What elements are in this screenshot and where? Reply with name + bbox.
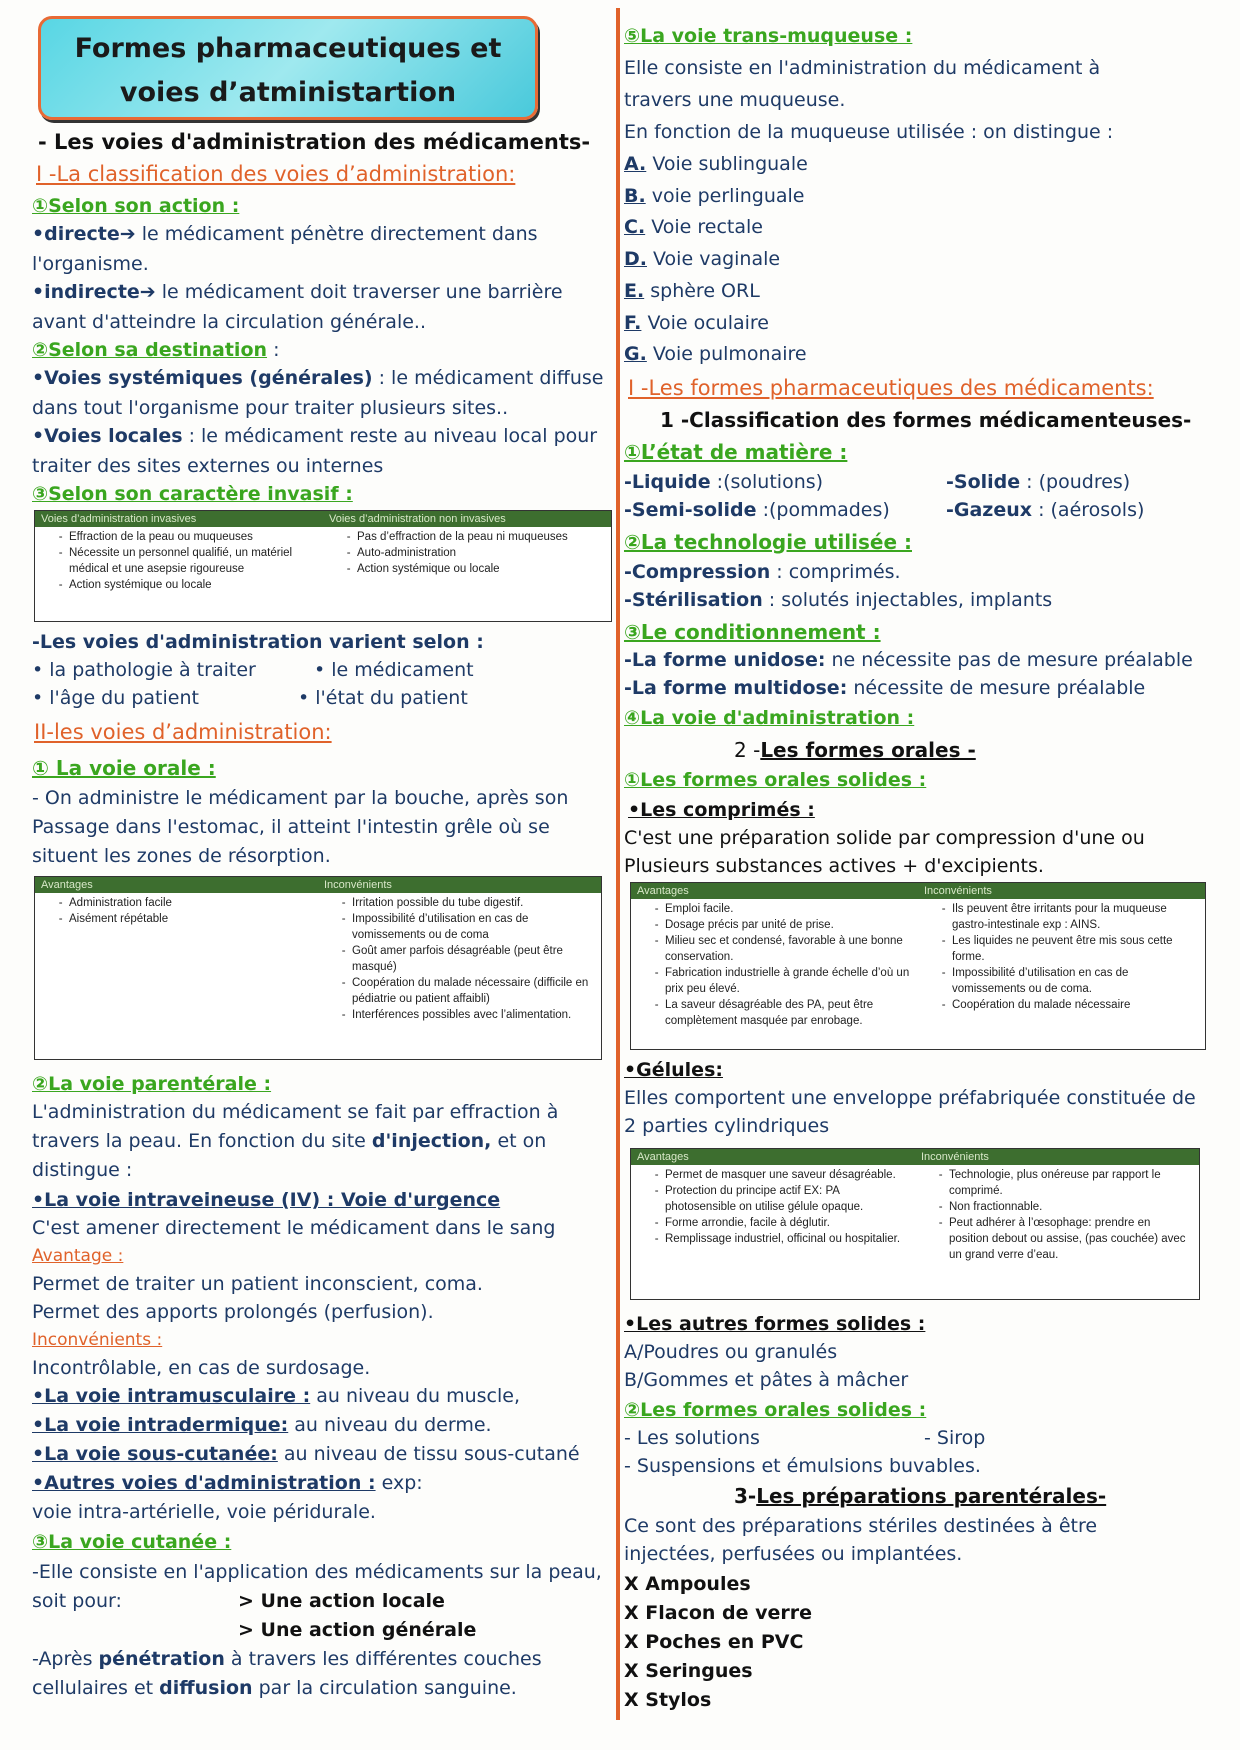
- avantage-item: Permet des apports prolongés (perfusion).: [32, 1301, 434, 1323]
- inconvenients-label: Inconvénients :: [32, 1330, 163, 1350]
- cutanee-text: -Après pénétration à travers les différentes couches: [32, 1648, 542, 1670]
- varient-item: • l'âge du patient: [32, 687, 199, 709]
- liquides-item: - Les solutions: [624, 1427, 760, 1449]
- gelules-heading: •Gélules:: [624, 1059, 723, 1081]
- table-cell: - Permet de masquer une saveur désagréable.: [665, 1167, 909, 1183]
- conditionnement-heading: ③Le conditionnement :: [624, 620, 881, 644]
- formes-orales-heading: 2 -Les formes orales -: [734, 738, 976, 762]
- preparation-item: X Ampoules: [624, 1573, 751, 1595]
- orale-text: situent les zones de résorption.: [32, 845, 331, 867]
- technologie-item: -Stérilisation : solutés injectables, implants: [624, 589, 1053, 611]
- table-cell: - Action systémique ou locale: [357, 561, 605, 577]
- voie-item: G. Voie pulmonaire: [624, 343, 807, 365]
- avantage-item: Permet de traiter un patient inconscient, coma.: [32, 1273, 483, 1295]
- table-cell: - Les liquides ne peuvent être mis sous cette forme.: [952, 933, 1199, 965]
- cutanee-text: cellulaires et diffusion par la circulation sanguine.: [32, 1677, 517, 1699]
- voie-item: C. Voie rectale: [624, 216, 763, 238]
- preparation-item: X Seringues: [624, 1660, 753, 1682]
- orales-liquides-heading: ②Les formes orales solides :: [624, 1399, 927, 1421]
- comprimes-text: C'est une préparation solide par compression d'une ou: [624, 827, 1145, 849]
- table-header: Inconvénients: [918, 883, 1206, 900]
- table-header: Inconvénients: [318, 877, 602, 894]
- orale-text: - On administre le médicament par la bouche, après son: [32, 787, 569, 809]
- indirecte-line-2: avant d'atteindre la circulation générale..: [32, 311, 426, 333]
- preparations-text: Ce sont des préparations stériles destinées à être: [624, 1515, 1098, 1537]
- voie-item: A. Voie sublinguale: [624, 153, 808, 175]
- gelules-text: Elles comportent une enveloppe préfabriquée constituée de: [624, 1087, 1196, 1109]
- cutanee-action: > Une action générale: [238, 1619, 477, 1641]
- title-line-1: Formes pharmaceutiques et: [74, 33, 502, 64]
- section-1-heading: I -La classification des voies d’administration:: [36, 162, 516, 186]
- cutanee-text: -Elle consiste en l'application des médicaments sur la peau,: [32, 1561, 602, 1583]
- parenterale-text: travers la peau. En fonction du site d'injection, et on: [32, 1130, 547, 1152]
- table-cell: - Fabrication industrielle à grande échelle d’où un prix peu élevé.: [665, 965, 912, 997]
- table-cell: - Aisément répétable: [69, 911, 312, 927]
- comprimes-table: [630, 882, 1206, 1050]
- voie-cutanee-heading: ③La voie cutanée :: [32, 1531, 232, 1553]
- varient-heading: -Les voies d'administration varient selon :: [32, 631, 484, 653]
- indirecte-line: •indirecte➔ le médicament doit traverser une barrière: [32, 281, 563, 303]
- matiere-item: -Semi-solide :(pommades): [624, 499, 890, 521]
- matiere-item: -Liquide :(solutions): [624, 471, 824, 493]
- table-cell: - Pas d’effraction de la peau ni muqueuses: [357, 529, 605, 545]
- table-cell: - Action systémique ou locale: [69, 577, 317, 593]
- table-cell: - Impossibilité d’utilisation en cas de vomissements ou de coma.: [952, 965, 1199, 997]
- classification-heading: 1 -Classification des formes médicamenteuses-: [660, 408, 1192, 432]
- voie-item: D. Voie vaginale: [624, 248, 781, 270]
- table-cell: - Non fractionnable.: [949, 1199, 1193, 1215]
- autres-formes-heading: •Les autres formes solides :: [624, 1313, 926, 1335]
- table-cell: - Interférences possibles avec l’alimentation.: [352, 1007, 595, 1023]
- trans-text: En fonction de la muqueuse utilisée : on distingue :: [624, 121, 1114, 143]
- preparation-item: X Stylos: [624, 1689, 712, 1711]
- varient-item: • le médicament: [314, 659, 474, 681]
- title-line-2: voies d’atministartion: [119, 77, 457, 108]
- voie-item: E. sphère ORL: [624, 280, 760, 302]
- preparations-text: injectées, perfusées ou implantées.: [624, 1543, 963, 1565]
- avantage-label: Avantage :: [32, 1246, 124, 1266]
- table-cell: - Impossibilité d’utilisation en cas de vomissements ou de coma: [352, 911, 595, 943]
- technologie-item: -Compression : comprimés.: [624, 561, 901, 583]
- comprimes-text: Plusieurs substances actives + d'excipients.: [624, 855, 1044, 877]
- table-cell: - Milieu sec et condensé, favorable à une bonne conservation.: [665, 933, 912, 965]
- trans-text: travers une muqueuse.: [624, 89, 846, 111]
- comprimes-heading: •Les comprimés :: [628, 799, 815, 821]
- table-header: Avantages: [631, 1149, 916, 1166]
- table-cell: - Irritation possible du tube digestif.: [352, 895, 595, 911]
- autres-voies-line: •Autres voies d'administration : exp:: [32, 1472, 423, 1494]
- voie-parenterale-heading: ②La voie parentérale :: [32, 1073, 272, 1095]
- directe-line-2: l'organisme.: [32, 253, 149, 275]
- table-header: Avantages: [631, 883, 919, 900]
- table-cell: - Coopération du malade nécessaire: [952, 997, 1199, 1013]
- conditionnement-item: -La forme unidose: ne nécessite pas de mesure préalable: [624, 649, 1193, 671]
- invasive-table: [34, 510, 612, 622]
- cutanee-text: soit pour:: [32, 1590, 122, 1612]
- im-line: •La voie intramusculaire : au niveau du muscle,: [32, 1385, 520, 1407]
- id-line: •La voie intradermique: au niveau du derme.: [32, 1414, 492, 1436]
- table-cell: - Technologie, plus onéreuse par rapport le comprimé.: [949, 1167, 1193, 1199]
- varient-item: • l'état du patient: [298, 687, 468, 709]
- table-header: Voies d’administration invasives: [35, 511, 324, 528]
- table-cell: - Nécessite un personnel qualifié, un matériel médical et une asepsie rigoureuse: [69, 545, 317, 577]
- cutanee-action: > Une action locale: [238, 1590, 445, 1612]
- directe-line: •directe➔ le médicament pénètre directement dans: [32, 223, 538, 245]
- voie-item: F. Voie oculaire: [624, 312, 769, 334]
- table-header: Inconvénients: [915, 1149, 1200, 1166]
- title-box: [38, 16, 538, 120]
- iv-heading: •La voie intraveineuse (IV) : Voie d'urgence: [32, 1189, 501, 1211]
- matiere-item: -Solide : (poudres): [946, 471, 1131, 493]
- table-cell: - Administration facile: [69, 895, 312, 911]
- section-2-heading: II-les voies d’administration:: [34, 720, 332, 744]
- column-divider: [616, 8, 620, 1720]
- etat-matiere-heading: ①L’état de matière :: [624, 440, 848, 464]
- gelules-text: 2 parties cylindriques: [624, 1115, 830, 1137]
- selon-action-heading: ①Selon son action :: [32, 195, 240, 217]
- liquides-item: - Sirop: [924, 1427, 986, 1449]
- table-cell: - Emploi facile.: [665, 901, 912, 917]
- locales-line: •Voies locales : le médicament reste au niveau local pour: [32, 425, 598, 447]
- trans-muqueuse-heading: ⑤La voie trans-muqueuse :: [624, 25, 913, 47]
- voie-orale-heading: ① La voie orale :: [32, 756, 216, 780]
- liquides-item: - Suspensions et émulsions buvables.: [624, 1455, 981, 1477]
- systemiques-line: •Voies systémiques (générales) : le médicament diffuse: [32, 367, 604, 389]
- formes-section-heading: I -Les formes pharmaceutiques des médicaments:: [628, 376, 1154, 400]
- matiere-item: -Gazeux : (aérosols): [946, 499, 1145, 521]
- conditionnement-item: -La forme multidose: nécessite de mesure préalable: [624, 677, 1146, 699]
- table-cell: - Auto-administration: [357, 545, 605, 561]
- table-cell: - Dosage précis par unité de prise.: [665, 917, 912, 933]
- systemiques-line-2: dans tout l'organisme pour traiter plusieurs sites..: [32, 397, 509, 419]
- inconvenient-item: Incontrôlable, en cas de surdosage.: [32, 1357, 371, 1379]
- orale-table: [34, 876, 602, 1060]
- preparation-item: X Poches en PVC: [624, 1631, 804, 1653]
- sc-line: •La voie sous-cutanée: au niveau de tissu sous-cutané: [32, 1443, 580, 1465]
- autres-formes-item: A/Poudres ou granulés: [624, 1341, 838, 1363]
- voie-item: B. voie perlinguale: [624, 185, 805, 207]
- parenterale-text: L'administration du médicament se fait par effraction à: [32, 1101, 559, 1123]
- orale-text: Passage dans l'estomac, il atteint l'intestin grêle où se: [32, 816, 550, 838]
- orales-solides-heading: ①Les formes orales solides :: [624, 769, 927, 791]
- table-cell: - Ils peuvent être irritants pour la muqueuse gastro-intestinale exp : AINS.: [952, 901, 1199, 933]
- voie-administration-heading: ④La voie d'administration :: [624, 707, 915, 729]
- parenterale-text: distingue :: [32, 1159, 133, 1181]
- varient-item: • la pathologie à traiter: [32, 659, 256, 681]
- table-cell: - Remplissage industriel, officinal ou hospitalier.: [665, 1231, 909, 1247]
- table-cell: - Protection du principe actif EX: PA photosensible on utilise gélule opaque.: [665, 1183, 909, 1215]
- trans-text: Elle consiste en l'administration du médicament à: [624, 57, 1101, 79]
- autres-voies-line-2: voie intra-artérielle, voie péridurale.: [32, 1501, 376, 1523]
- table-cell: - La saveur désagréable des PA, peut être complètement masquée par enrobage.: [665, 997, 912, 1029]
- technologie-heading: ②La technologie utilisée :: [624, 530, 912, 554]
- locales-line-2: traiter des sites externes ou internes: [32, 455, 384, 477]
- table-header: Avantages: [35, 877, 319, 894]
- autres-formes-item: B/Gommes et pâtes à mâcher: [624, 1369, 909, 1391]
- table-cell: - Peut adhérer à l’œsophage: prendre en position debout ou assise, (pas couchée) avec un grand verre d’eau.: [949, 1215, 1193, 1263]
- iv-text: C'est amener directement le médicament dans le sang: [32, 1217, 556, 1239]
- table-cell: - Effraction de la peau ou muqueuses: [69, 529, 317, 545]
- table-header: Voies d’administration non invasives: [323, 511, 612, 528]
- table-cell: - Forme arrondie, facile à déglutir.: [665, 1215, 909, 1231]
- main-heading: - Les voies d'administration des médicaments-: [38, 130, 591, 154]
- preparations-heading: 3-Les préparations parentérales-: [734, 1484, 1107, 1508]
- table-cell: - Coopération du malade nécessaire (difficile en pédiatrie ou patient affaibli): [352, 975, 595, 1007]
- selon-invasif-heading: ③Selon son caractère invasif :: [32, 483, 353, 505]
- selon-destination-heading: ②Selon sa destination :: [32, 339, 280, 361]
- table-cell: - Goût amer parfois désagréable (peut être masqué): [352, 943, 595, 975]
- preparation-item: X Flacon de verre: [624, 1602, 813, 1624]
- gelules-table: [630, 1148, 1200, 1300]
